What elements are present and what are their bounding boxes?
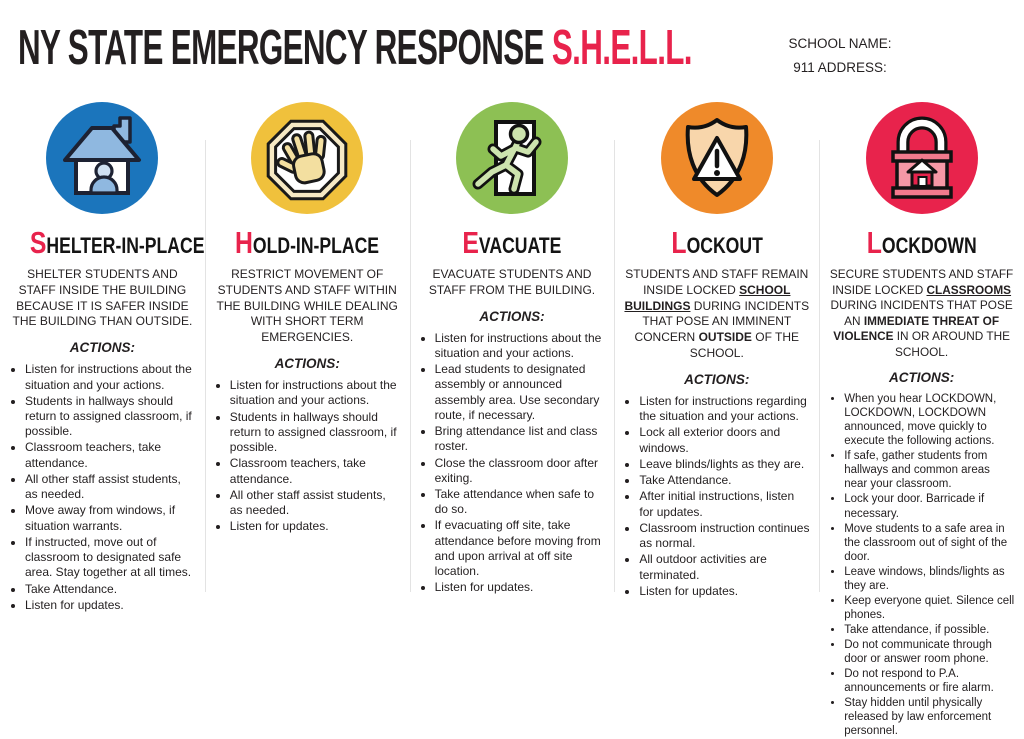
column-description: SECURE STUDENTS AND STAFF INSIDE LOCKED CLASSROOMS DURING INCIDENTS THAT POSE AN IMMEDIATE THREAT OF VIOLENCE IN OR AROUND THE SCHOOL. (829, 267, 1014, 359)
action-item: • Listen for instructions about the situation and your actions. (435, 331, 607, 361)
school-info (760, 32, 920, 79)
action-item: • All other staff assist students, as needed. (25, 472, 197, 502)
action-item: • Leave windows, blinds/lights as they are. (844, 565, 1016, 593)
action-item: • After initial instructions, listen for updates. (639, 489, 811, 519)
column-description: STUDENTS AND STAFF REMAIN INSIDE LOCKED SCHOOL BUILDINGS DURING INCIDENTS THAT POSE AN IMMINENT CONCERN OUTSIDE OF THE SCHOOL. (624, 267, 810, 361)
shield-warning-icon (661, 102, 773, 214)
action-item: • Classroom teachers, take attendance. (230, 456, 402, 486)
actions-list (827, 392, 1016, 737)
911-address-label: 911 ADDRESS: (793, 59, 887, 75)
action-item: • Close the classroom door after exiting. (435, 456, 607, 486)
action-item: • Move students to a safe area in the classroom out of sight of the door. (844, 522, 1016, 564)
action-item: • Classroom instruction continues as normal. (639, 521, 811, 551)
action-item: • Take attendance, if possible. (844, 623, 1016, 637)
exit-runner-icon (456, 102, 568, 214)
action-item: • Classroom teachers, take attendance. (25, 440, 197, 470)
poster-title (18, 21, 692, 75)
column-evacuate (410, 96, 615, 739)
poster-header (18, 21, 1024, 94)
action-item: • When you hear LOCKDOWN, LOCKDOWN, LOCKDOWN announced, move quickly to execute the following actions. (844, 392, 1016, 448)
action-item: • All outdoor activities are terminated. (639, 552, 811, 582)
action-item: • Listen for updates. (25, 598, 197, 613)
action-item: • If instructed, move out of classroom to designated safe area. Stay together at all times. (25, 535, 197, 581)
poster-title-red: S.H.E.L.L. (551, 21, 692, 75)
column-description: EVACUATE STUDENTS AND STAFF FROM THE BUILDING. (428, 267, 596, 297)
actions-heading: ACTIONS: (69, 340, 136, 356)
action-item: • Take attendance when safe to do so. (435, 487, 607, 517)
action-item: • Listen for instructions about the situation and your actions. (25, 362, 197, 392)
action-item: • Lock your door. Barricade if necessary. (844, 492, 1016, 520)
action-item: • If evacuating off site, take attendance before moving from and upon arrival at off site location. (435, 518, 607, 579)
actions-heading: ACTIONS: (888, 370, 955, 386)
action-item: • Bring attendance list and class roster. (435, 424, 607, 454)
house-person-icon (46, 102, 158, 214)
action-item: • Listen for updates. (230, 519, 402, 534)
action-item: • Leave blinds/lights as they are. (639, 457, 811, 472)
actions-list (213, 378, 402, 534)
action-item: • Lead students to designated assembly or announced assembly area. Use secondary route, if necessary. (435, 362, 607, 423)
action-item: • Stay hidden until physically released by law enforcement personnel. (844, 696, 1016, 738)
action-item: • Lock all exterior doors and windows. (639, 425, 811, 455)
stop-hand-icon (251, 102, 363, 214)
action-item: • Students in hallways should return to assigned classroom, if possible. (25, 394, 197, 440)
action-item: • Take Attendance. (639, 473, 811, 488)
actions-list (622, 394, 811, 599)
action-item: • Do not communicate through door or answer room phone. (844, 638, 1016, 666)
actions-heading: ACTIONS: (274, 356, 340, 372)
actions-list (418, 331, 607, 596)
actions-list (8, 362, 197, 613)
action-item: • Students in hallways should return to assigned classroom, if possible. (230, 410, 402, 456)
column-description: RESTRICT MOVEMENT OF STUDENTS AND STAFF WITHIN THE BUILDING WHILE DEALING WITH SHORT TERM EMERGENCIES. (216, 267, 398, 345)
action-item: • If safe, gather students from hallways and common areas near your classroom. (844, 449, 1016, 491)
action-item: • Take Attendance. (25, 582, 197, 597)
column-title-hold: HOLD-IN-PLACE (235, 225, 380, 260)
column-title-shelter: SHELTER-IN-PLACE (29, 225, 205, 260)
column-hold-in-place (205, 96, 410, 739)
action-item: • Listen for instructions regarding the situation and your actions. (639, 394, 811, 424)
action-item: • Keep everyone quiet. Silence cell phones. (844, 594, 1016, 622)
actions-heading: ACTIONS: (479, 308, 545, 324)
column-title-lockout: LOCKOUT (671, 225, 763, 260)
response-columns (0, 96, 1024, 739)
action-item: • Listen for updates. (639, 584, 811, 599)
column-lockdown (819, 96, 1024, 739)
school-name-label: SCHOOL NAME: (788, 36, 892, 51)
actions-heading: ACTIONS: (684, 371, 750, 387)
action-item: • Listen for updates. (435, 580, 607, 595)
padlock-icon (866, 102, 978, 214)
action-item: • Do not respond to P.A. announcements or fire alarm. (844, 667, 1016, 695)
action-item: • Move away from windows, if situation warrants. (25, 503, 197, 533)
column-title-evacuate: EVACUATE (462, 225, 562, 260)
column-shelter-in-place (0, 96, 205, 739)
poster-title-black: NY STATE EMERGENCY RESPONSE (18, 21, 552, 75)
column-title-lockdown: LOCKDOWN (866, 225, 977, 260)
column-lockout (614, 96, 819, 739)
action-item: • Listen for instructions about the situation and your actions. (230, 378, 402, 408)
action-item: • All other staff assist students, as needed. (230, 488, 402, 518)
column-description: SHELTER STUDENTS AND STAFF INSIDE THE BUILDING BECAUSE IT IS SAFER INSIDE THE BUILDING THAN OUTSIDE. (12, 267, 193, 329)
